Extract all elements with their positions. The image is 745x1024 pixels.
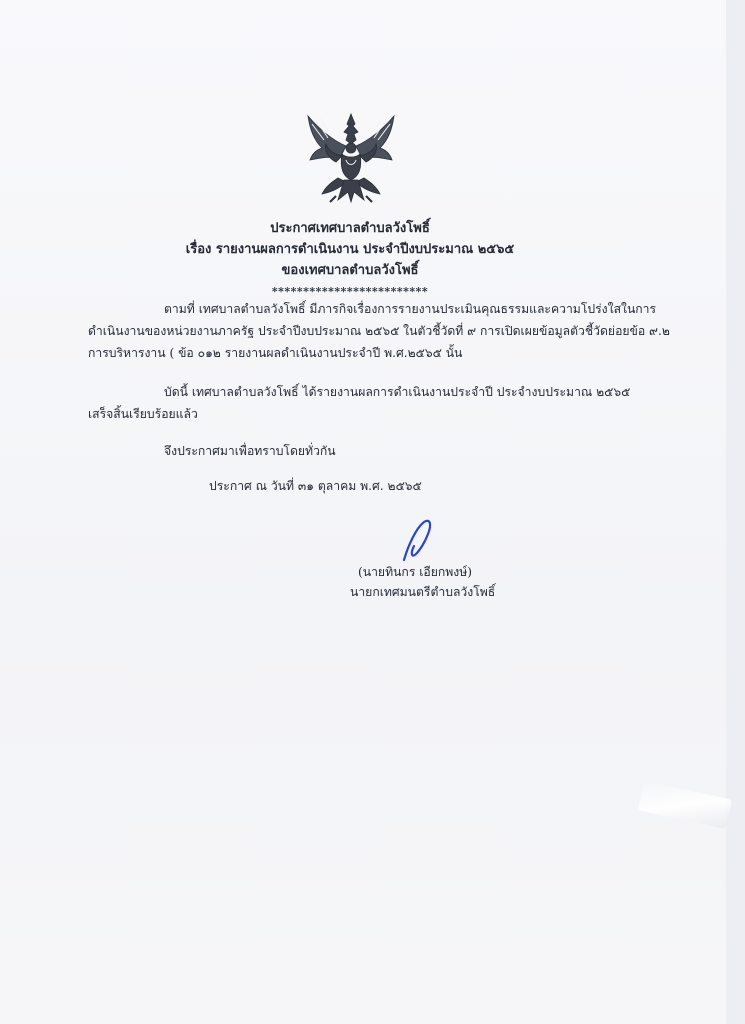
paragraph-1-line-2: ดำเนินงานของหน่วยงานภาครัฐ ประจำปีงบประมาณ ๒๕๖๕ ในตัวชี้วัดที่ ๙ การเปิดเผยข้อมูลตัวชี้วัดย่อยข้อ ๙.๒ bbox=[88, 324, 670, 338]
announcement-issuer: ของเทศบาลตำบลวังโพธิ์ bbox=[281, 263, 419, 278]
paragraph-1-line-1: ตามที่ เทศบาลตำบลวังโพธิ์ มีภารกิจเรื่องการรายงานประเมินคุณธรรมและความโปร่งใสในการ bbox=[164, 302, 657, 316]
signatory-position: นายกเทศมนตรีตำบลวังโพธิ์ bbox=[350, 585, 496, 599]
page-edge bbox=[726, 0, 745, 1024]
heading-separator: ************************* bbox=[271, 285, 429, 298]
announcement-subject: เรื่อง รายงานผลการดำเนินงาน ประจำปีงบประมาณ ๒๕๖๕ bbox=[185, 242, 515, 257]
handwritten-signature bbox=[398, 516, 438, 564]
paragraph-2-line-1: บัดนี้ เทศบาลตำบลวังโพธิ์ ได้รายงานผลการดำเนินงานประจำปี ประจำงบประมาณ ๒๕๖๕ bbox=[164, 385, 631, 399]
announcement-title: ประกาศเทศบาลตำบลวังโพธิ์ bbox=[270, 221, 430, 236]
closing-statement: จึงประกาศมาเพื่อทราบโดยทั่วกัน bbox=[164, 444, 336, 458]
date-line: ประกาศ ณ วันที่ ๓๑ ตุลาคม พ.ศ. ๒๕๖๕ bbox=[209, 479, 422, 493]
paragraph-2-line-2: เสร็จสิ้นเรียบร้อยแล้ว bbox=[88, 407, 198, 421]
paragraph-1-line-3: การบริหารงาน ( ข้อ ๐๑๒ รายงานผลดำเนินงานประจำปี พ.ศ.๒๕๖๕ นั้น bbox=[88, 346, 463, 360]
garuda-emblem-icon bbox=[302, 110, 400, 206]
signatory-name: (นายทินกร เอียกพงษ์) bbox=[358, 565, 473, 579]
